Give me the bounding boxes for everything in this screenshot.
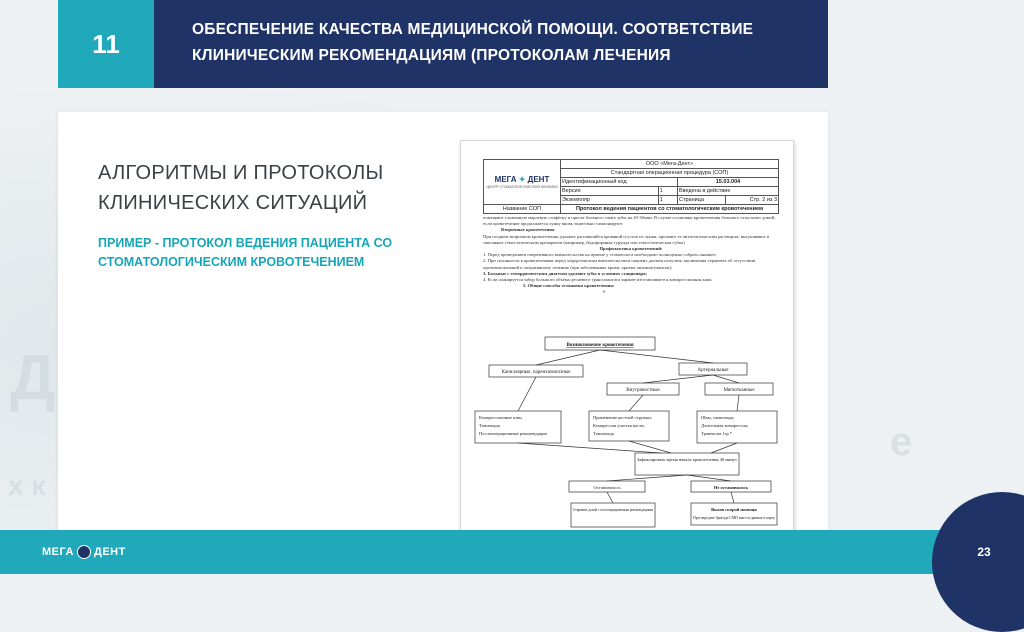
fc-nostop-text: Не остановилось [713,485,749,490]
logo-text-right: ДЕНТ [94,546,126,558]
fc-m2-item: Тампонада [593,431,614,436]
doc-list-item: 2. При склонности к кровотечениям перед хирургическим вмешательством пациент должен получить заключения терапевта об отсутствии противопоказаний к оперативному лечению (при заболеваниях крови, приеме антикоагулянтов); [483,258,756,270]
logo-text-left: МЕГА [42,546,74,558]
content-heading: АЛГОРИТМЫ И ПРОТОКОЛЫ КЛИНИЧЕСКИХ СИТУАЦИЙ [98,162,384,214]
doc-name-label: Название СОП [484,205,561,214]
doc-list-marker: б [603,289,606,295]
fc-home-text: Отправить домой с постоперационными рекомендациями [573,507,654,512]
fc-arterial-text: Артериальные [697,368,729,373]
footer-bar [0,530,1024,574]
doc-page-value: Стр. 2 из 3 [726,196,779,205]
doc-list-item: 4. Если планируется забор большого объёма десневого трансплантата заранее изготавливается компрессионная капа. [483,277,713,283]
doc-id-value: 15.03.004 [677,178,778,187]
doc-name-value: Протокол ведения пациентов со стоматологическим кровотечением [561,205,779,214]
fc-intraosseous-text: Внутрикостные [626,388,660,393]
doc-sop-type: Стандартная операционная процедура (СОП) [561,169,779,178]
doc-id-label: Идентификационный код [561,178,678,187]
doc-date-label: Введена в действие [677,187,778,196]
slide-title: ОБЕСПЕЧЕНИЕ КАЧЕСТВА МЕДИЦИНСКОЙ ПОМОЩИ. СООТВЕТСТВИЕ КЛИНИЧЕСКИМ РЕКОМЕНДАЦИЯМ (ПРОТОКОЛАМ ЛЕЧЕНИЯ [192,21,754,64]
doc-logo-caption: ЦЕНТР СТОМАТОЛОГИЧЕСКОЙ КЛИНИКИ [486,185,558,189]
fc-m3-item: Швы, тампонада; [701,415,735,420]
doc-body [483,215,779,296]
doc-section-title: Профилактика кровотечений: [599,246,663,252]
doc-list-item: 1. Перед проведением оперативного вмешательства на приеме у стоматолога необходимо полноценно собрать анамнез; [483,252,717,258]
fc-top-text: Возникновение кровотечения [566,343,634,348]
fc-m1-item: Тампонада [479,423,500,428]
fc-stop-text: Остановилось [593,485,621,490]
doc-copy-label: Экземпляр [561,196,659,205]
doc-version-value: 1 [658,187,677,196]
protocol-document [460,140,794,532]
background-decor: е [890,420,913,464]
doc-company: ООО «Мега-Дент» [561,160,779,169]
doc-list-item: 3. Больные с геморрагическим диатезом удаляют зубы в условиях стационара; [483,270,647,276]
doc-section-title: Вторичные кровотечения [501,227,555,233]
doc-copy-value: 1 [658,196,677,205]
content-subheading: ПРИМЕР - ПРОТОКОЛ ВЕДЕНИЯ ПАЦИЕНТА СО СТОМАТОЛОГИЧЕСКИМ КРОВОТЕЧЕНИЕМ [98,236,393,269]
background-decor: Д [10,341,56,413]
doc-logo-mark-icon: ✦ [518,175,526,184]
fc-m2-item: Применение костной стружки; [593,415,652,420]
doc-logo-left: МЕГА [494,175,517,184]
doc-intro: помещают сложенную марлевую салфетку и просят больного сжать зубы на 20-30мин. В случае остановки кровотечения больного отпускают домой, если кровотечение продолжается лунку вновь тщательно тампонируют [483,215,776,227]
doc-paragraph: При позднем вторичном кровотечении удаляют распавшийся кровяной сгусток из лунки, орошают ее антисептическим раствором, высушивают и заполняют гемостатическим препаратом (например, йодоформная турунда или гемостатическая губка) [483,233,770,245]
doc-header-table [483,159,779,214]
doc-flowchart [461,331,793,531]
fc-soft-text: Мягкотканные [723,388,755,393]
slide-number: 11 [92,28,120,59]
logo-planet-icon [77,545,91,559]
fc-m3-item: Длительная компрессия; [701,423,749,428]
doc-logo-right: ДЕНТ [527,175,550,184]
fc-m1-item: Послеоперационные рекомендации [479,431,547,436]
fc-m2-item: Компрессия участка кости; [593,423,645,428]
fc-m3-item: Транексам 1гр.* [701,431,733,436]
fc-capillary-text: Капиллярные, паренхиматозные [501,370,571,375]
doc-page-label: Страница [677,196,725,205]
doc-list-item: 5. Общие способы остановки кровотечения: [523,283,615,289]
brand-logo [42,545,126,559]
page-number: 23 [977,545,991,559]
background-decor: х к [8,470,46,501]
fc-ambulance-note: При передаче бригаде СМП внести данные в карту [693,516,776,520]
doc-version-label: Версия [561,187,659,196]
fc-ambulance-text: Вызов скорой помощи [711,507,757,512]
fc-m1-item: Компрессионные швы [479,415,522,420]
fc-time-text: Зафиксировать время начала кровотечения 40 минут [637,457,738,462]
